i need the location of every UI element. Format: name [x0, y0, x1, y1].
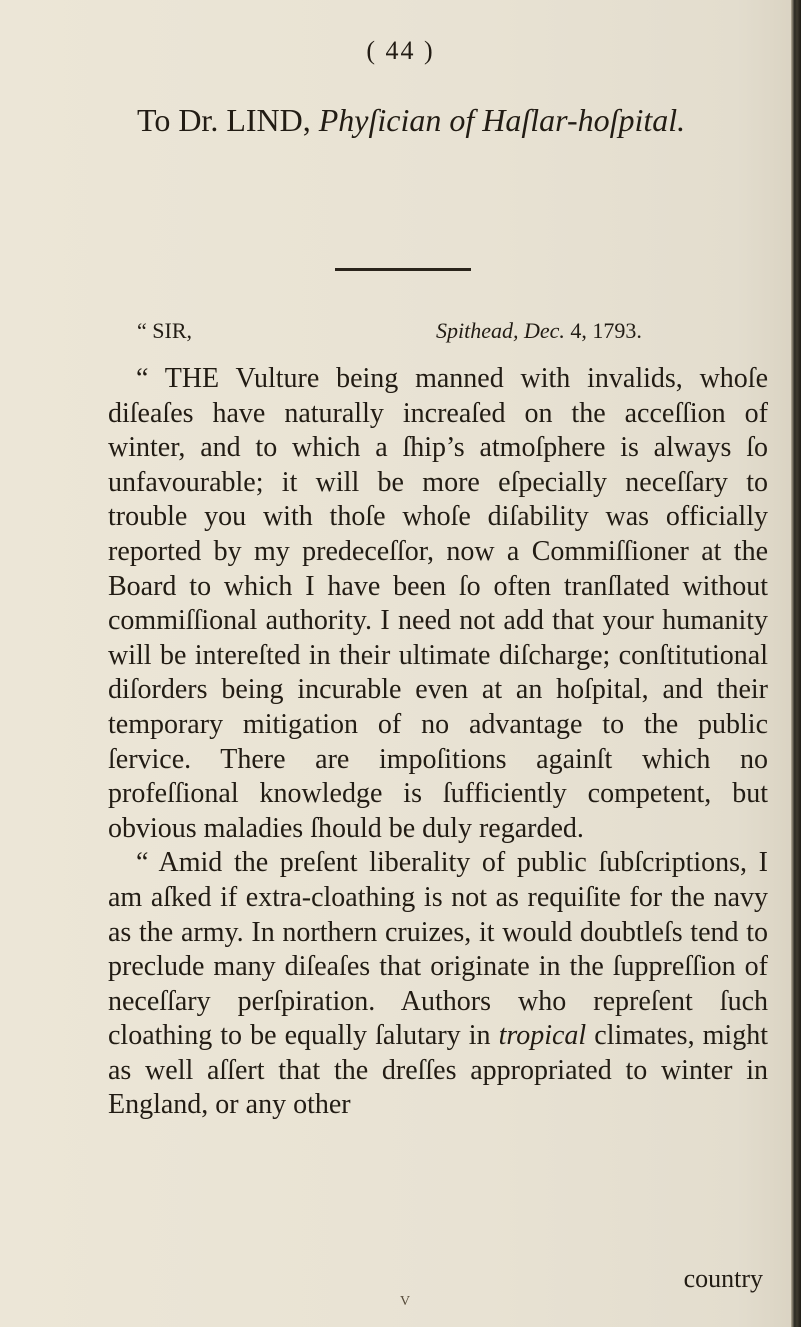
signature-mark: V [400, 1294, 411, 1309]
catchword: country [683, 1264, 763, 1293]
italic-text: tropical [498, 1020, 587, 1052]
salutation: “ SIR, [137, 318, 192, 343]
divider-rule [335, 268, 471, 271]
body-paragraph [108, 362, 768, 846]
letter-body [108, 362, 768, 1123]
paragraph-text: climates, might as well aſſert that the dreſſes appropriated to winter in England, or any other [108, 1020, 768, 1121]
body-paragraph [108, 846, 768, 1123]
binding-edge [791, 0, 801, 1327]
heading-to: To Dr. [137, 102, 219, 138]
dateline [436, 318, 642, 344]
dateline-month: Dec. [524, 318, 565, 343]
dateline-date: 4, 1793. [570, 318, 642, 343]
paragraph-text: “ Amid the preſent liberality of public ſubſcriptions, I am aſked if extra-cloathing is not as requiſite for the navy as the army. In northern cruizes, it would doubtleſs tend to preclude many diſeaſes that originate in the ſuppreſſion of neceſſary perſpiration. Authors who repreſent ſuch cloathing to be equally ſalutary in [108, 847, 768, 1052]
heading-name: LIND, [226, 102, 311, 138]
paragraph-text: “ THE Vulture being manned with invalids, whoſe diſeaſes have naturally increaſed on the acceſſion of winter, and to which a ſhip’s atmoſphere is always ſo unfavourable; it will be more eſpecially neceſſary to trouble you with thoſe whoſe diſability was officially reported by my predeceſſor, now a Commiſſioner at the Board to which I have been ſo often tranſlated without commiſſional authority. I need not add that your humanity will be intereſted in their ultimate diſcharge; conſtitutional diſorders being incurable even at an hoſpital, and their temporary mitigation of no advantage to the public ſervice. There are impoſitions againſt which no profeſſional knowledge is ſufficiently competent, but obvious maladies ſhould be duly regarded. [108, 363, 768, 844]
heading-title: Phyſician of Haſlar-hoſpital. [318, 102, 686, 138]
letter-heading [137, 102, 685, 139]
dateline-place: Spithead, [436, 318, 519, 343]
page-number: ( 44 ) [366, 36, 435, 65]
